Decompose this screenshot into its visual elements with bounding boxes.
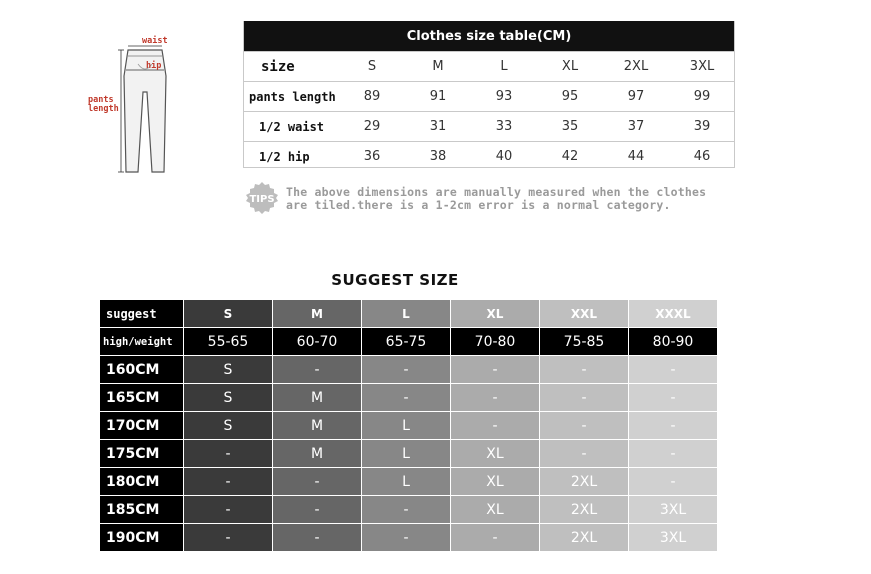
table-cell: 29: [339, 112, 405, 142]
suggest-cell: -: [629, 356, 718, 384]
suggest-cell: -: [184, 468, 273, 496]
table-row: [100, 440, 718, 468]
table-cell: 93: [471, 82, 537, 112]
tips-text: [286, 186, 756, 212]
clothes-size-table: [243, 21, 735, 171]
suggest-cell: -: [362, 384, 451, 412]
suggest-cell: 3XL: [629, 496, 718, 524]
suggest-cell: -: [629, 412, 718, 440]
table-cell: 95: [537, 82, 603, 112]
suggest-size-header: XXXL: [629, 300, 718, 328]
suggest-cell: M: [273, 412, 362, 440]
table-row: [100, 496, 718, 524]
hip-label: hip: [146, 61, 162, 71]
table-cell: 36: [339, 142, 405, 172]
table-cell: 40: [471, 142, 537, 172]
suggest-cell: -: [184, 524, 273, 552]
size-col-header: 3XL: [669, 52, 735, 82]
size-header-row: [243, 52, 735, 82]
suggest-cell: XL: [451, 496, 540, 524]
suggest-cell: -: [540, 440, 629, 468]
table-row: [100, 468, 718, 496]
suggest-cell: -: [629, 440, 718, 468]
table-row: [243, 142, 735, 172]
suggest-cell: -: [540, 356, 629, 384]
suggest-cell: M: [273, 440, 362, 468]
size-col-header: M: [405, 52, 471, 82]
suggest-cell: 2XL: [540, 524, 629, 552]
suggest-cell: S: [184, 384, 273, 412]
suggest-cell: -: [362, 524, 451, 552]
size-col-header: L: [471, 52, 537, 82]
weight-range: 70-80: [451, 328, 540, 356]
table-cell: 33: [471, 112, 537, 142]
suggest-size-header: XXL: [540, 300, 629, 328]
height-label: 165CM: [100, 384, 184, 412]
suggest-cell: -: [184, 496, 273, 524]
waist-label: waist: [142, 36, 168, 46]
table-cell: 31: [405, 112, 471, 142]
size-table-title: Clothes size table(CM): [243, 21, 735, 52]
suggest-cell: -: [540, 412, 629, 440]
suggest-cell: -: [184, 440, 273, 468]
table-row: [100, 384, 718, 412]
table-row: [100, 412, 718, 440]
table-cell: 42: [537, 142, 603, 172]
table-cell: 97: [603, 82, 669, 112]
suggest-cell: L: [362, 412, 451, 440]
tips-line-2: are tiled.there is a 1-2cm error is a normal category.: [286, 198, 671, 212]
table-cell: 35: [537, 112, 603, 142]
weight-range: 65-75: [362, 328, 451, 356]
suggest-cell: 2XL: [540, 496, 629, 524]
suggest-weight-row: [100, 328, 718, 356]
table-cell: 89: [339, 82, 405, 112]
table-cell: 39: [669, 112, 735, 142]
suggest-header-row: [100, 300, 718, 328]
suggest-size-grid: [100, 300, 718, 552]
tips-badge: [245, 181, 279, 215]
suggest-cell: XL: [451, 468, 540, 496]
suggest-cell: S: [184, 412, 273, 440]
tips-line-1: The above dimensions are manually measured when the clothes: [286, 185, 707, 199]
suggest-cell: L: [362, 468, 451, 496]
table-cell: 91: [405, 82, 471, 112]
tips-badge-icon: [245, 181, 279, 215]
suggest-cell: -: [451, 356, 540, 384]
suggest-size-header: S: [184, 300, 273, 328]
suggest-cell: -: [273, 524, 362, 552]
weight-label: high/weight: [100, 328, 184, 356]
table-cell: 44: [603, 142, 669, 172]
height-label: 190CM: [100, 524, 184, 552]
suggest-cell: 3XL: [629, 524, 718, 552]
suggest-cell: XL: [451, 440, 540, 468]
table-cell: 38: [405, 142, 471, 172]
pants-illustration: [88, 36, 198, 178]
height-label: 170CM: [100, 412, 184, 440]
suggest-cell: -: [629, 384, 718, 412]
table-row: [100, 524, 718, 552]
suggest-size-header: XL: [451, 300, 540, 328]
height-label: 175CM: [100, 440, 184, 468]
size-header-label: size: [243, 52, 339, 82]
height-label: 180CM: [100, 468, 184, 496]
weight-range: 80-90: [629, 328, 718, 356]
pants-length-label: pants length: [88, 95, 119, 114]
height-label: 185CM: [100, 496, 184, 524]
suggest-cell: -: [451, 384, 540, 412]
table-cell: 37: [603, 112, 669, 142]
table-cell: 46: [669, 142, 735, 172]
row-label: 1/2 hip: [243, 142, 339, 172]
height-label: 160CM: [100, 356, 184, 384]
row-label: pants length: [243, 82, 339, 112]
suggest-cell: -: [362, 496, 451, 524]
table-row: [100, 356, 718, 384]
suggest-cell: S: [184, 356, 273, 384]
suggest-cell: M: [273, 384, 362, 412]
table-row: [243, 112, 735, 142]
suggest-size-header: M: [273, 300, 362, 328]
suggest-cell: -: [273, 356, 362, 384]
suggest-cell: -: [629, 468, 718, 496]
suggest-cell: -: [451, 412, 540, 440]
suggest-cell: L: [362, 440, 451, 468]
table-cell: 99: [669, 82, 735, 112]
suggest-size-title: SUGGEST SIZE: [331, 271, 459, 289]
size-col-header: 2XL: [603, 52, 669, 82]
suggest-cell: -: [540, 384, 629, 412]
suggest-cell: -: [273, 468, 362, 496]
size-col-header: XL: [537, 52, 603, 82]
size-col-header: S: [339, 52, 405, 82]
weight-range: 55-65: [184, 328, 273, 356]
weight-range: 75-85: [540, 328, 629, 356]
row-label: 1/2 waist: [243, 112, 339, 142]
suggest-cell: -: [451, 524, 540, 552]
suggest-header-label: suggest: [100, 300, 184, 328]
suggest-cell: -: [362, 356, 451, 384]
suggest-cell: 2XL: [540, 468, 629, 496]
tips-badge-text: TIPS: [249, 194, 275, 205]
table-row: [243, 82, 735, 112]
suggest-cell: -: [273, 496, 362, 524]
weight-range: 60-70: [273, 328, 362, 356]
suggest-size-header: L: [362, 300, 451, 328]
